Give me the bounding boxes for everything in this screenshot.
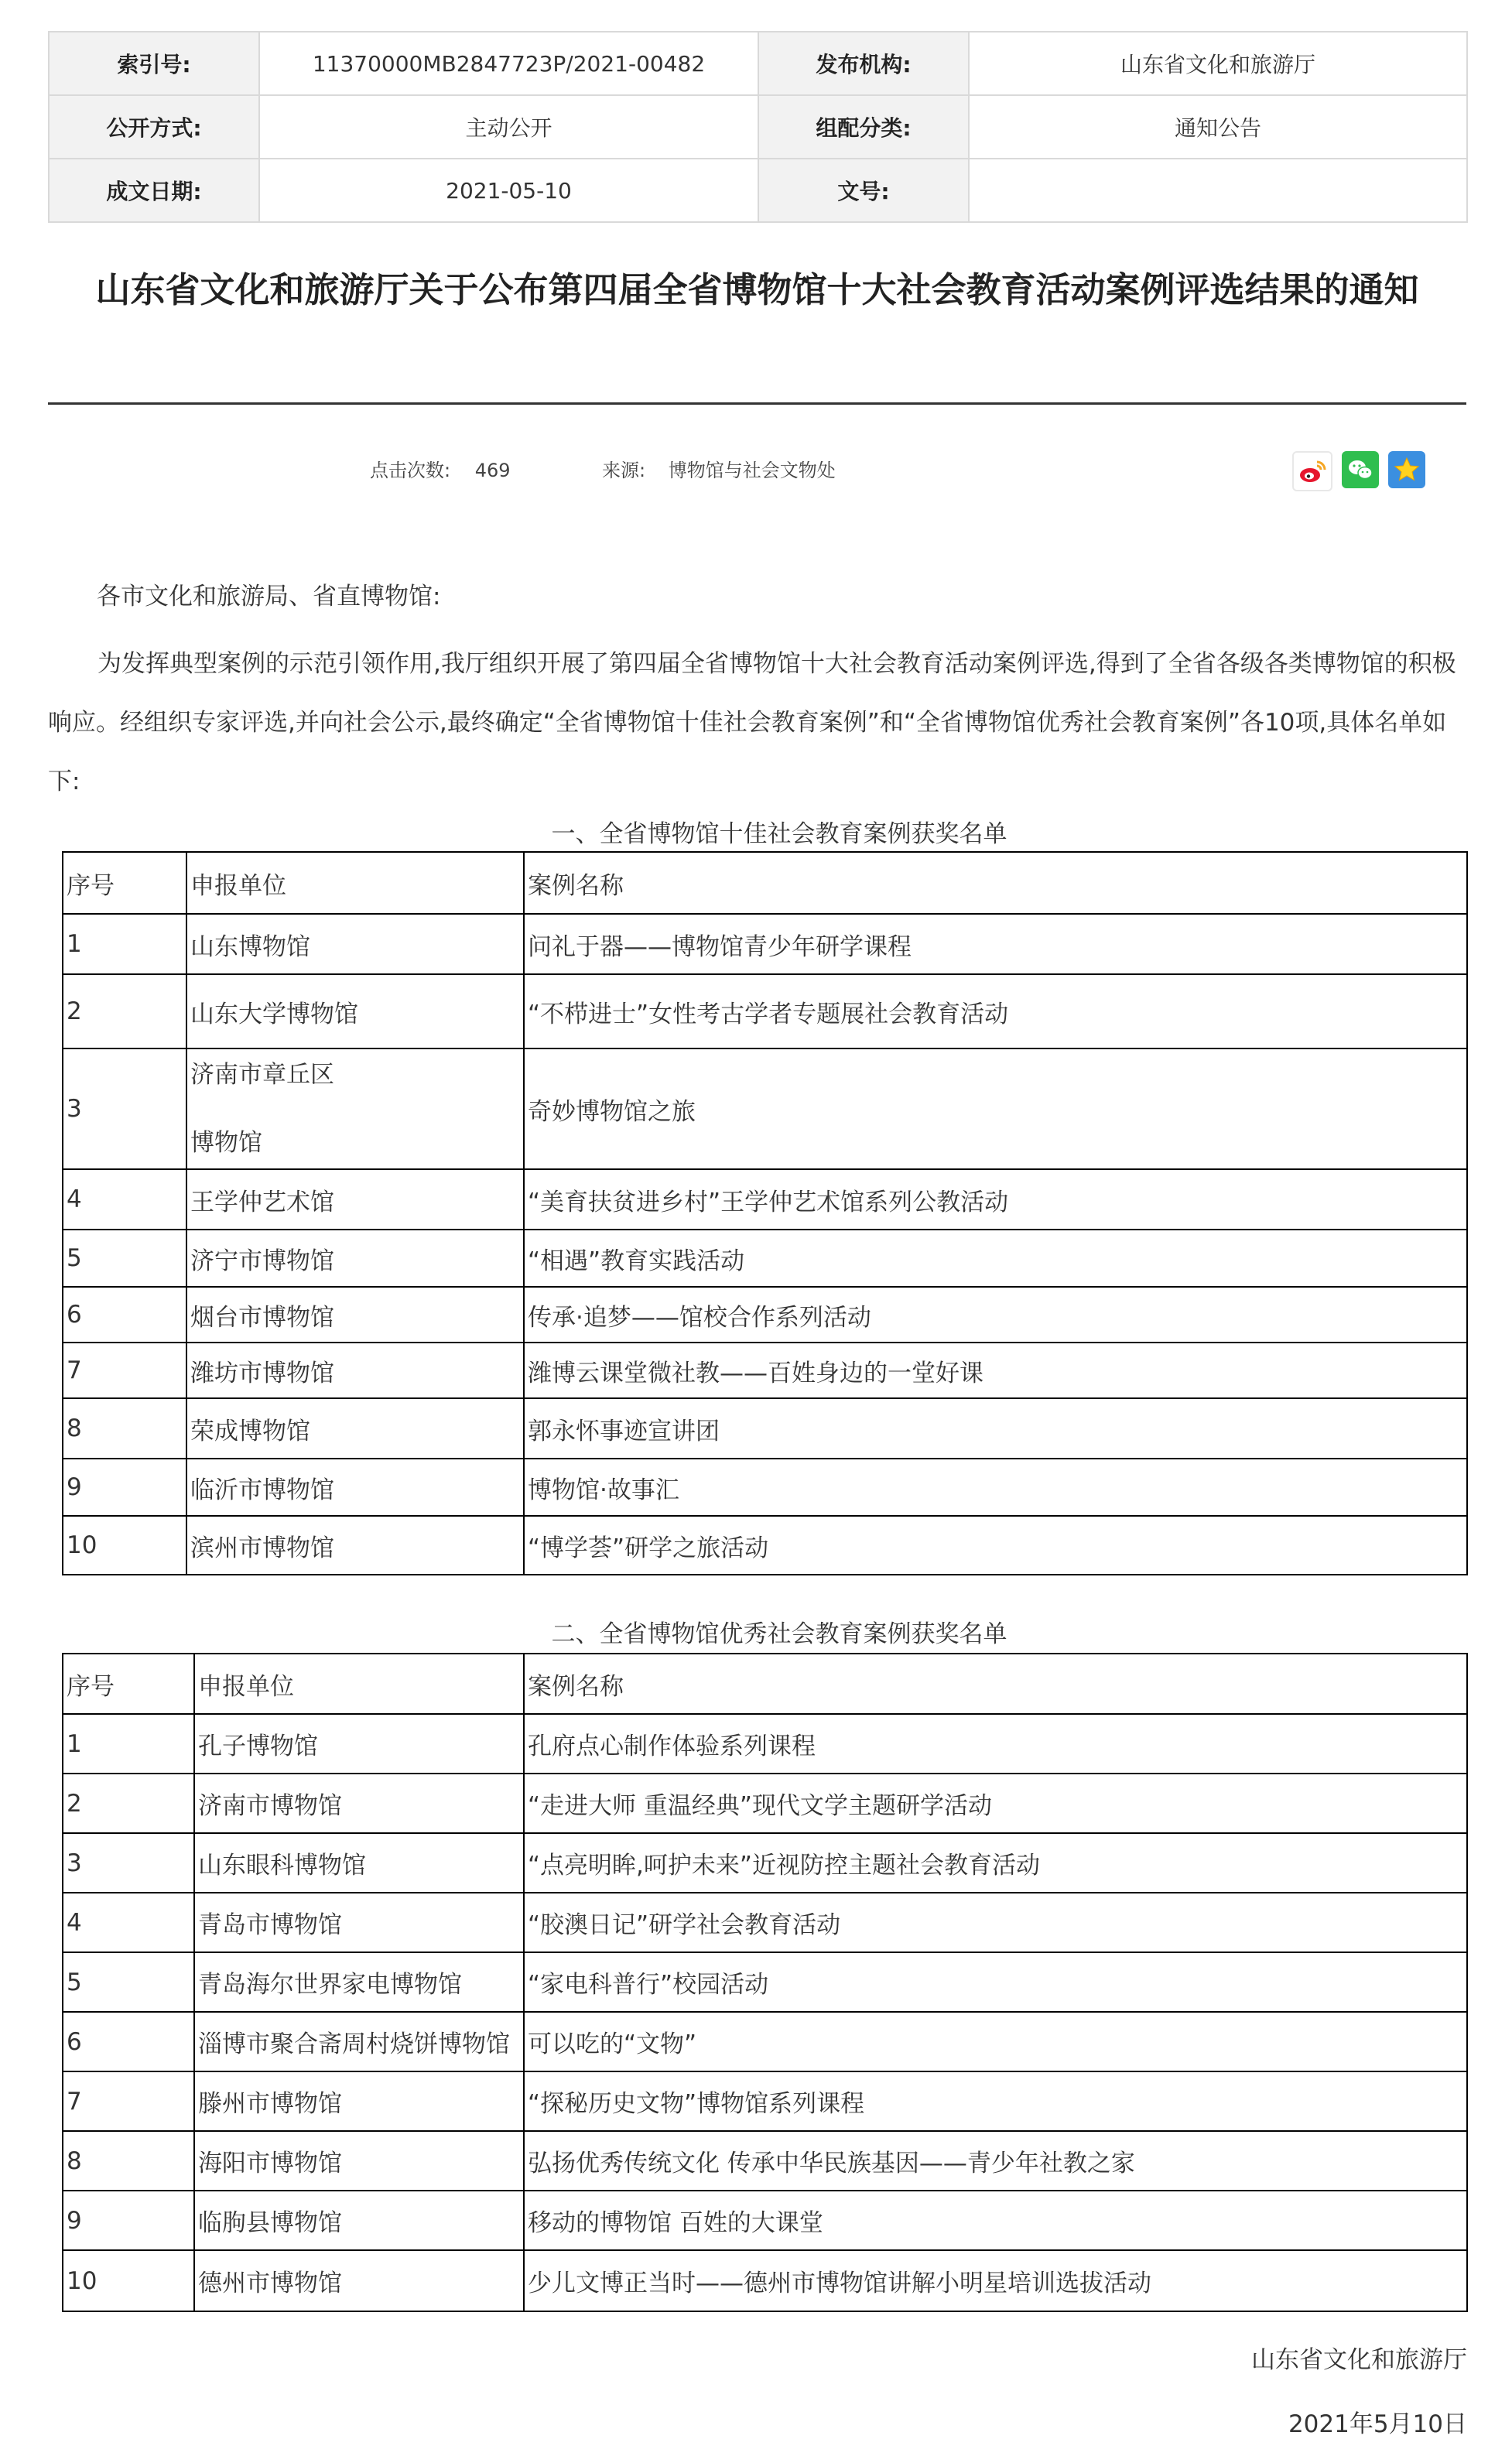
row-index: 2 [63,1774,194,1833]
table-row [63,1459,1467,1516]
disclosure-label: 公开方式: [49,95,259,159]
table-row [63,2250,1467,2311]
row-case: “博学荟”研学之旅活动 [524,1516,1467,1575]
row-index: 4 [63,1893,194,1952]
table-row [63,914,1467,974]
row-index: 6 [63,1287,186,1343]
row-case: 潍博云课堂微社教——百姓身边的一堂好课 [524,1343,1467,1398]
header-index: 序号 [63,852,186,914]
row-unit: 潍坊市博物馆 [186,1343,524,1398]
wechat-icon[interactable] [1342,451,1379,488]
row-case: 奇妙博物馆之旅 [524,1048,1467,1169]
row-unit: 淄博市聚合斋周村烧饼博物馆 [194,2012,524,2071]
row-unit: 济宁市博物馆 [186,1230,524,1287]
row-index: 2 [63,974,186,1048]
source-label: 来源: [602,460,646,481]
intro-paragraph: 为发挥典型案例的示范引领作用,我厅组织开展了第四届全省博物馆十大社会教育活动案例评选,得到了全省各级各类博物馆的积极响应。经组织专家评选,并向社会公示,最终确定“全省博物馆十佳社会教育案例”和“全省博物馆优秀社会教育案例”各10项,具体名单如下: [48,650,1456,795]
signer: 山东省文化和旅游厅 [1251,2346,1467,2374]
row-index: 9 [63,1459,186,1516]
row-unit: 山东博物馆 [186,914,524,974]
table-row [63,1287,1467,1343]
row-unit: 济南市博物馆 [194,1774,524,1833]
table-row [63,1343,1467,1398]
page-title: 山东省文化和旅游厅关于公布第四届全省博物馆十大社会教育活动案例评选结果的通知 [95,269,1419,310]
row-index: 9 [63,2191,194,2250]
row-unit: 山东眼科博物馆 [194,1833,524,1893]
table-row [63,1893,1467,1952]
disclosure-value: 主动公开 [259,95,758,159]
favorite-icon[interactable] [1388,451,1425,488]
header-case: 案例名称 [524,1654,1467,1714]
meta-row [49,95,1467,159]
row-unit: 青岛海尔世界家电博物馆 [194,1952,524,2012]
category-value: 通知公告 [969,95,1467,159]
row-unit: 济南市章丘区 博物馆 [186,1048,524,1169]
table-row [63,2071,1467,2131]
publisher-label: 发布机构: [758,32,969,95]
table-header-row [63,852,1467,914]
date-value: 2021-05-10 [259,159,758,222]
docno-value [969,159,1467,222]
share-bar [1292,451,1425,491]
row-unit: 山东大学博物馆 [186,974,524,1048]
row-unit: 青岛市博物馆 [194,1893,524,1952]
row-case: 少儿文博正当时——德州市博物馆讲解小明星培训选拔活动 [524,2250,1467,2311]
row-case: “相遇”教育实践活动 [524,1230,1467,1287]
row-index: 5 [63,1952,194,2012]
click-count-label: 点击次数: [370,460,451,481]
row-index: 10 [63,1516,186,1575]
row-index: 7 [63,2071,194,2131]
table-row [63,1774,1467,1833]
table-row [63,1230,1467,1287]
row-index: 10 [63,2250,194,2311]
header-case: 案例名称 [524,852,1467,914]
row-case: “胶澳日记”研学社会教育活动 [524,1893,1467,1952]
header-unit: 申报单位 [186,852,524,914]
row-unit: 德州市博物馆 [194,2250,524,2311]
publisher-value: 山东省文化和旅游厅 [969,32,1467,95]
header-index: 序号 [63,1654,194,1714]
row-unit: 临沂市博物馆 [186,1459,524,1516]
row-index: 3 [63,1833,194,1893]
row-index: 7 [63,1343,186,1398]
row-case: “点亮明眸,呵护未来”近视防控主题社会教育活动 [524,1833,1467,1893]
table-row [63,2012,1467,2071]
row-index: 5 [63,1230,186,1287]
row-index: 4 [63,1169,186,1230]
category-label: 组配分类: [758,95,969,159]
meta-row [49,32,1467,95]
row-unit: 王学仲艺术馆 [186,1169,524,1230]
table-header-row [63,1654,1467,1714]
row-index: 1 [63,1714,194,1774]
row-case: 郭永怀事迹宣讲团 [524,1398,1467,1459]
row-index: 3 [63,1048,186,1169]
row-unit: 荣成博物馆 [186,1398,524,1459]
table-row [63,1169,1467,1230]
row-case: 问礼于器——博物馆青少年研学课程 [524,914,1467,974]
row-case: “美育扶贫进乡村”王学仲艺术馆系列公教活动 [524,1169,1467,1230]
table-row [63,2191,1467,2250]
table1-caption: 一、全省博物馆十佳社会教育案例获奖名单 [551,820,1007,848]
row-index: 6 [63,2012,194,2071]
table-row [63,1833,1467,1893]
header-unit: 申报单位 [194,1654,524,1714]
row-case: 弘扬优秀传统文化 传承中华民族基因——青少年社教之家 [524,2131,1467,2191]
row-case: “探秘历史文物”博物馆系列课程 [524,2071,1467,2131]
document-meta-table [48,31,1468,223]
row-index: 8 [63,1398,186,1459]
source [602,455,836,482]
table-row [63,974,1467,1048]
table2-caption: 二、全省博物馆优秀社会教育案例获奖名单 [551,1620,1007,1648]
source-value: 博物馆与社会文物处 [668,460,836,481]
table-row [63,2131,1467,2191]
row-index: 8 [63,2131,194,2191]
index-label: 索引号: [49,32,259,95]
row-unit: 临朐县博物馆 [194,2191,524,2250]
title-divider [48,402,1466,405]
table-row [63,1516,1467,1575]
table-row [63,1398,1467,1459]
docno-label: 文号: [758,159,969,222]
meta-row [49,159,1467,222]
index-value: 11370000MB2847723P/2021-00482 [259,32,758,95]
row-case: “不栉进士”女性考古学者专题展社会教育活动 [524,974,1467,1048]
row-case: “家电科普行”校园活动 [524,1952,1467,2012]
salutation: 各市文化和旅游局、省直博物馆: [97,583,441,611]
top10-table [62,851,1468,1575]
weibo-icon[interactable] [1292,451,1332,491]
click-count-value: 469 [474,460,511,481]
click-count [370,455,511,482]
row-unit: 孔子博物馆 [194,1714,524,1774]
table-row [63,1952,1467,2012]
row-case: “走进大师 重温经典”现代文学主题研学活动 [524,1774,1467,1833]
row-unit: 烟台市博物馆 [186,1287,524,1343]
row-case: 可以吃的“文物” [524,2012,1467,2071]
row-unit: 滨州市博物馆 [186,1516,524,1575]
table-row [63,1714,1467,1774]
excellent-table [62,1653,1468,2312]
row-case: 博物馆·故事汇 [524,1459,1467,1516]
row-case: 孔府点心制作体验系列课程 [524,1714,1467,1774]
row-index: 1 [63,914,186,974]
row-case: 移动的博物馆 百姓的大课堂 [524,2191,1467,2250]
row-unit: 海阳市博物馆 [194,2131,524,2191]
table-row [63,1048,1467,1169]
date-label: 成文日期: [49,159,259,222]
sign-date: 2021年5月10日 [1288,2410,1467,2438]
row-case: 传承·追梦——馆校合作系列活动 [524,1287,1467,1343]
row-unit: 滕州市博物馆 [194,2071,524,2131]
